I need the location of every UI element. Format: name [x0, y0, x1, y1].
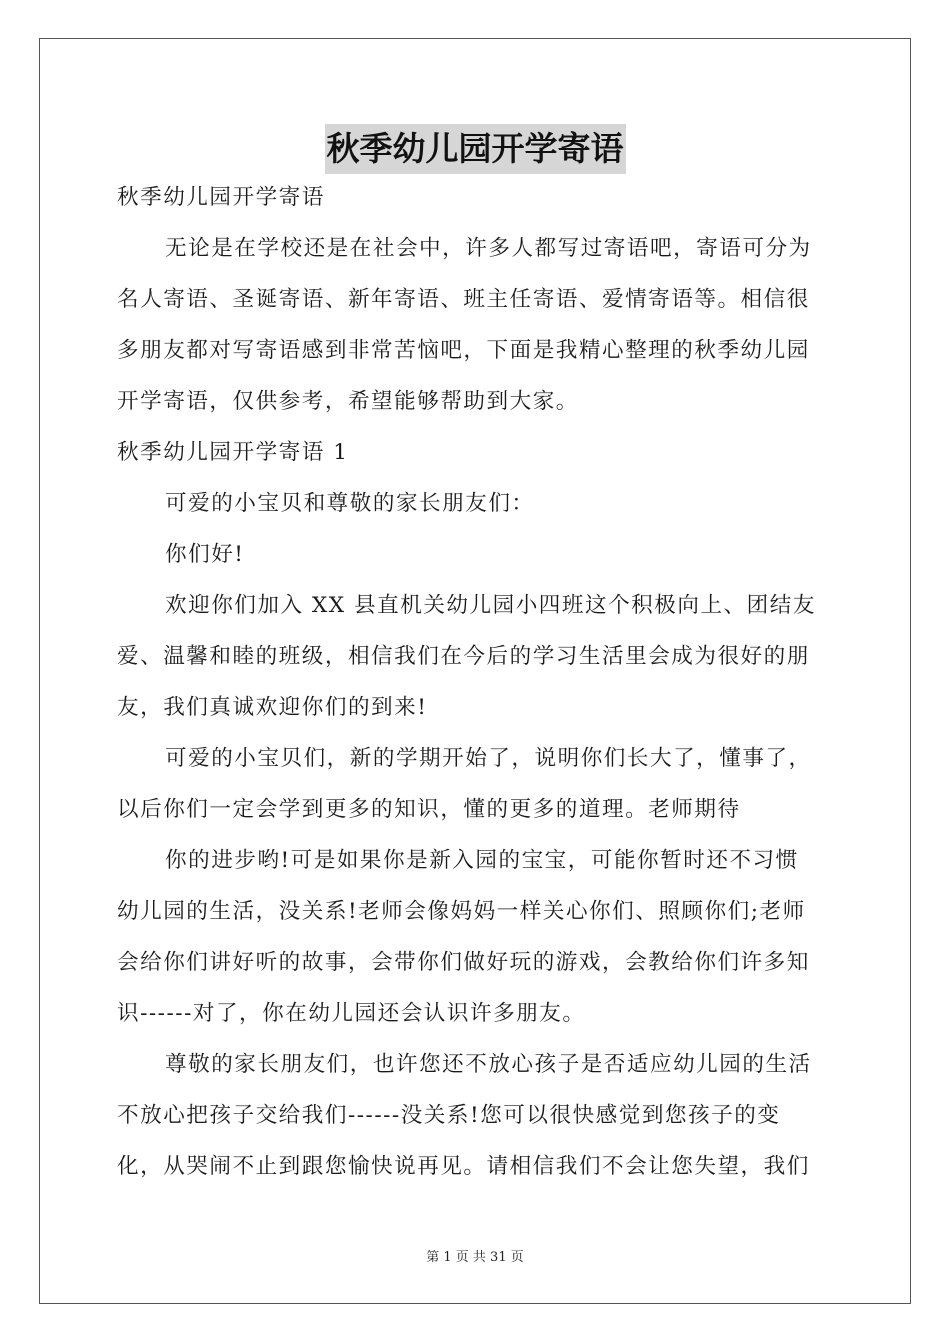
body-line: 尊敬的家长朋友们，也许您还不放心孩子是否适应幼儿园的生活: [165, 1052, 812, 1077]
document-title: 秋季幼儿园开学寄语: [325, 124, 626, 174]
body-line: 以后你们一定会学到更多的知识，懂的更多的道理。老师期待: [117, 797, 741, 822]
body-line: 识------对了，你在幼儿园还会认识许多朋友。: [117, 1001, 586, 1026]
body-line: 化，从哭闹不止到跟您愉快说再见。请相信我们不会让您失望，我们: [117, 1154, 810, 1179]
body-line: 爱、温馨和睦的班级，相信我们在今后的学习生活里会成为很好的朋: [117, 644, 810, 669]
body-line: 多朋友都对写寄语感到非常苦恼吧，下面是我精心整理的秋季幼儿园: [117, 338, 810, 363]
body-line: 名人寄语、圣诞寄语、新年寄语、班主任寄语、爱情寄语等。相信很: [117, 287, 810, 312]
body-line: 幼儿园的生活，没关系!老师会像妈妈一样关心你们、照顾你们;老师: [117, 899, 806, 924]
body-line: 可爱的小宝贝和尊敬的家长朋友们：: [165, 491, 535, 516]
body-line: 你的进步哟!可是如果你是新入园的宝宝，可能你暂时还不习惯: [165, 848, 799, 873]
body-line: 欢迎你们加入 XX 县直机关幼儿园小四班这个积极向上、团结友: [165, 593, 816, 618]
page-number: 第 1 页 共 31 页: [426, 1250, 524, 1265]
body-line: 不放心把孩子交给我们------没关系!您可以很快感觉到您孩子的变: [117, 1103, 781, 1128]
page-footer: [0, 1246, 950, 1265]
body-line: 秋季幼儿园开学寄语: [117, 185, 325, 210]
body-line: 会给你们讲好听的故事，会带你们做好玩的游戏，会教给你们许多知: [117, 950, 810, 975]
title-container: [0, 124, 950, 174]
body-line: 无论是在学校还是在社会中，许多人都写过寄语吧，寄语可分为: [165, 236, 812, 261]
body-line: 开学寄语，仅供参考，希望能够帮助到大家。: [117, 389, 579, 414]
section-heading: 秋季幼儿园开学寄语 1: [117, 440, 349, 465]
body-line: 友，我们真诚欢迎你们的到来!: [117, 695, 428, 720]
body-line: 你们好!: [165, 542, 245, 567]
body-line: 可爱的小宝贝们，新的学期开始了，说明你们长大了，懂事了，: [165, 746, 812, 771]
document-body: [117, 172, 833, 1192]
